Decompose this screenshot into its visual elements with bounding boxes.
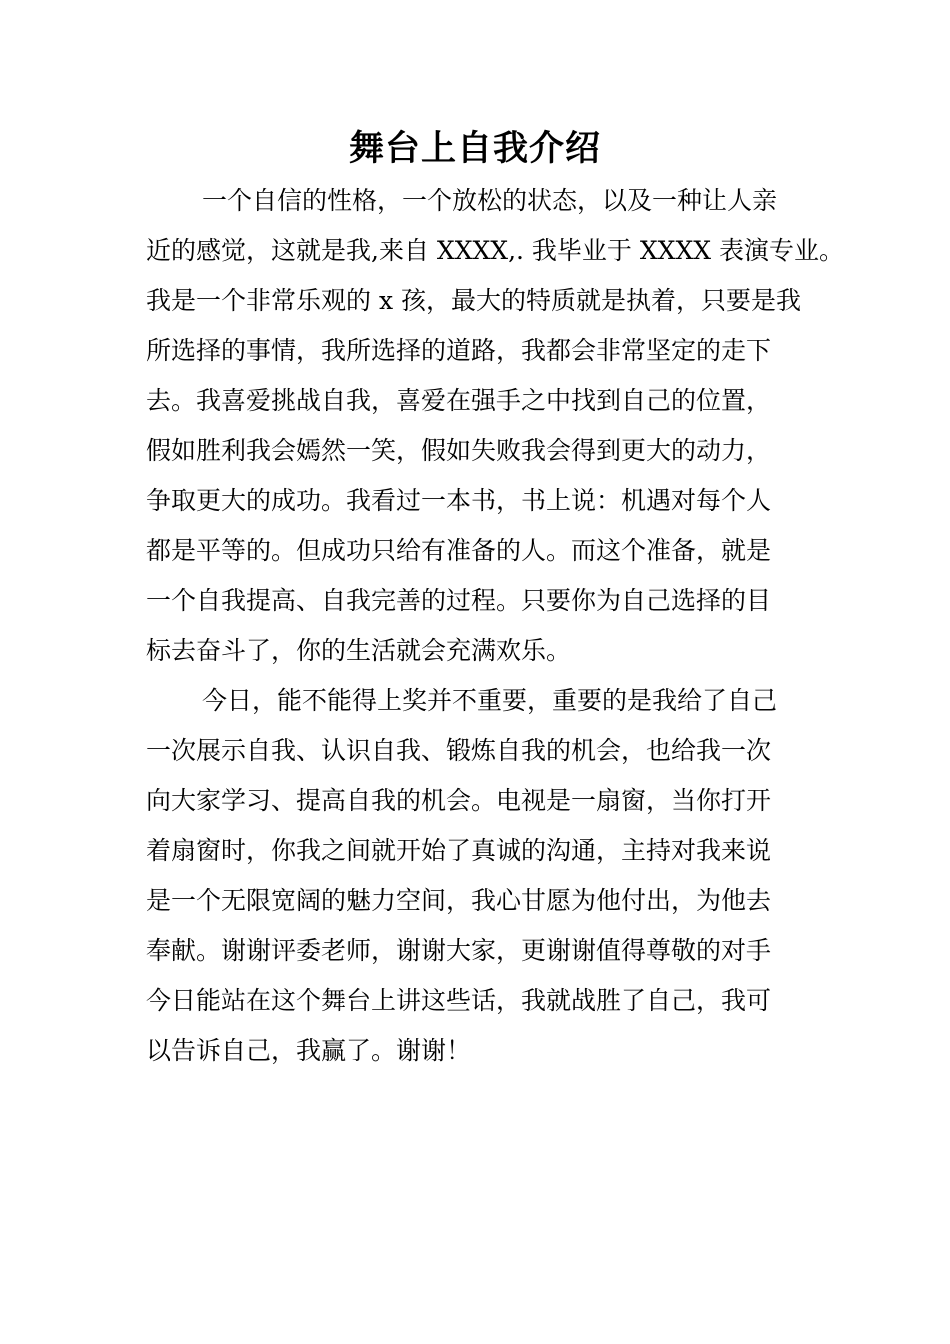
paragraph-line: 假如胜利我会嫣然一笑，假如失败我会得到更大的动力， bbox=[146, 436, 772, 465]
document-title: 舞台上自我介绍 bbox=[348, 129, 601, 169]
paragraph-line: 去。我喜爱挑战自我，喜爱在强手之中找到自己的位置， bbox=[146, 386, 772, 415]
document-body bbox=[146, 176, 845, 1076]
paragraph-2 bbox=[146, 676, 826, 1076]
paragraph-line: 一次展示自我、认识自我、锻炼自我的机会，也给我一次 bbox=[146, 736, 772, 765]
paragraph-line: 所选择的事情，我所选择的道路，我都会非常坚定的走下 bbox=[146, 336, 772, 365]
paragraph-line: 标去奋斗了，你的生活就会充满欢乐。 bbox=[146, 636, 572, 665]
paragraph-1 bbox=[146, 176, 845, 676]
paragraph-line: 一个自我提高、自我完善的过程。只要你为自己选择的目 bbox=[146, 586, 772, 615]
paragraph-line: 一个自信的性格，一个放松的状态，以及一种让人亲 bbox=[202, 186, 778, 215]
paragraph-line: 近的感觉，这就是我,来自 XXXX,. 我毕业于 XXXX 表演专业。 bbox=[146, 236, 845, 265]
paragraph-line: 今日能站在这个舞台上讲这些话，我就战胜了自己，我可 bbox=[146, 986, 772, 1015]
paragraph-line: 都是平等的。但成功只给有准备的人。而这个准备，就是 bbox=[146, 536, 772, 565]
paragraph-line: 争取更大的成功。我看过一本书，书上说：机遇对每个人 bbox=[146, 486, 772, 515]
paragraph-line: 是一个无限宽阔的魅力空间，我心甘愿为他付出，为他去 bbox=[146, 886, 772, 915]
paragraph-line: 奉献。谢谢评委老师，谢谢大家，更谢谢值得尊敬的对手 bbox=[146, 936, 772, 965]
paragraph-line: 向大家学习、提高自我的机会。电视是一扇窗，当你打开 bbox=[146, 786, 772, 815]
paragraph-line: 以告诉自己，我赢了。谢谢！ bbox=[146, 1036, 472, 1065]
paragraph-line: 我是一个非常乐观的 x 孩，最大的特质就是执着，只要是我 bbox=[146, 286, 801, 315]
paragraph-line: 今日，能不能得上奖并不重要，重要的是我给了自己 bbox=[202, 686, 778, 715]
paragraph-line: 着扇窗时，你我之间就开始了真诚的沟通，主持对我来说 bbox=[146, 836, 772, 865]
